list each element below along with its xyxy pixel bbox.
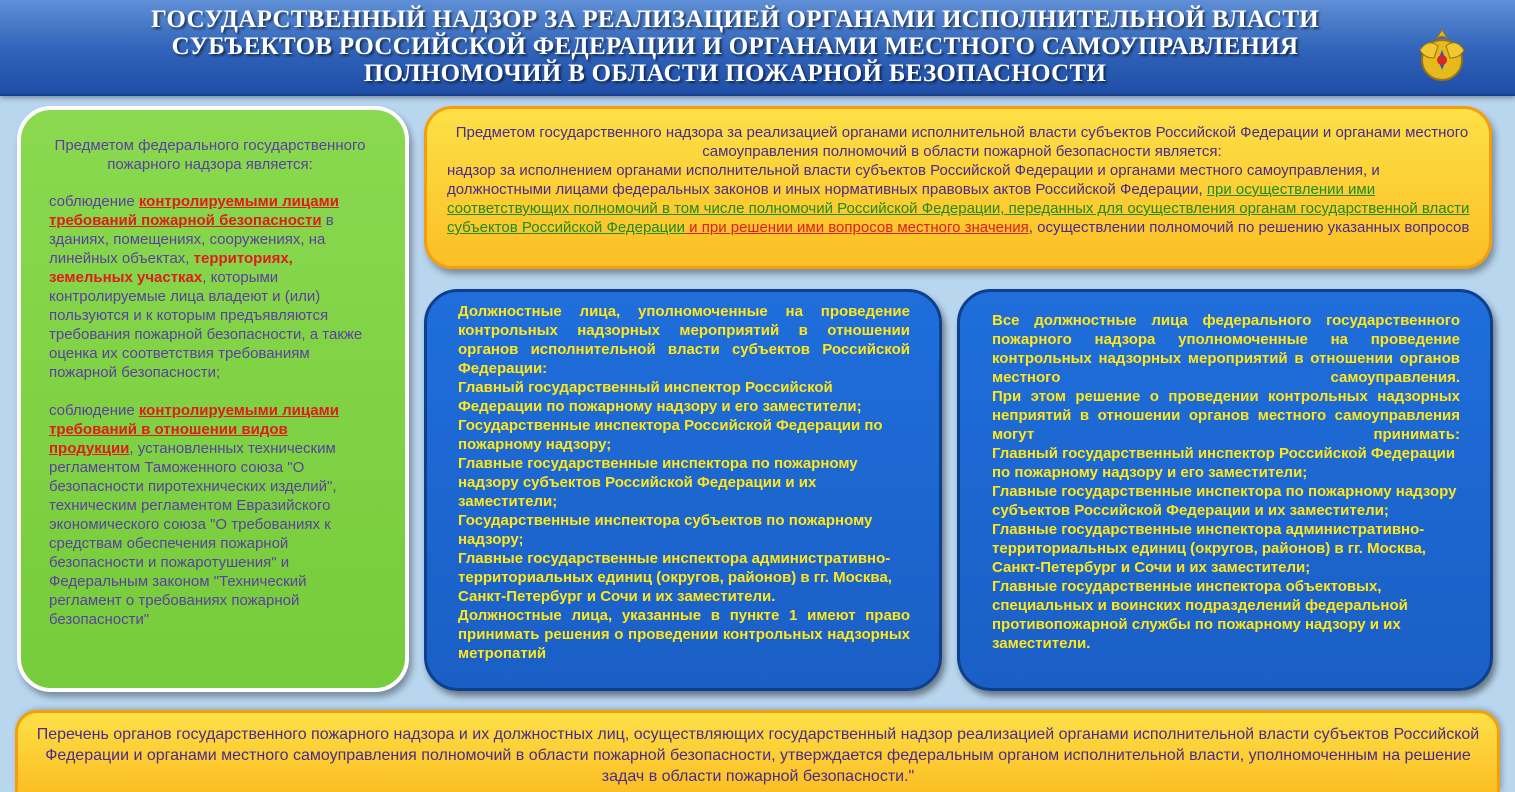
blue-mid-outro: Должностные лица, указанные в пункте 1 имеют право принимать решения о проведении контрольных надзорных метропатий [458,607,910,662]
yellow-top-body [447,162,1469,236]
title-line-1: ГОСУДАРСТВЕННЫЙ НАДЗОР ЗА РЕАЛИЗАЦИЕЙ ОРГАНАМИ ИСПОЛНИТЕЛЬНОЙ ВЛАСТИ [150,6,1320,33]
executive-officials-text [458,302,910,663]
body-end: , осуществлении полномочий по решению указанных вопросов [1028,219,1470,236]
p1-highlight-requirements: контролируемыми лицами требований пожарной безопасности [49,193,339,229]
body-red-highlight: и при решении ими вопросов местного значения [685,219,1029,236]
approval-note-panel [15,710,1500,792]
local-government-officials-panel [957,289,1493,691]
page-title [150,6,1320,87]
p1-middle: в зданиях, помещениях, сооружениях, на линейных объектах, [49,212,334,267]
blue-mid-item-3: Главные государственные инспектора по пожарному надзору субъектов Российской Федерации и их заместители; [458,455,858,510]
blue-mid-item-2: Государственные инспектора Российской Федерации по пожарному надзору; [458,417,883,453]
blue-right-item-3: Главные государственные инспектора административно-территориальных единиц (округов, районов) в гг. Москва, Санкт-Петербург и Сочи и их заместители; [992,521,1426,576]
state-supervision-subject-panel [424,106,1492,269]
mchs-emblem-icon [1414,24,1470,84]
green-paragraph-1 [49,192,371,382]
approval-note-text: Перечень органов государственного пожарного надзора и их должностных лиц, осуществляющих государственный надзор реализацией органами исполнительной власти субъектов Российской Федерации и органами местного самоуправления полномочий в области пожарной безопасности, утверждается федеральным органом исполнительной власти, уполномоченным на решение задач в области пожарной безопасности." [36,726,1480,785]
blue-right-item-2: Главные государственные инспектора по пожарному надзору субъектов Российской Федерации и их заместители; [992,483,1457,519]
body-start: надзор за исполнением органами исполнительной власти субъектов Российской Федерации и органами местного самоуправления, и должностными лицами федеральных законов и иных нормативных правовых актов Российской Федерации, [447,162,1380,198]
p2-prefix: соблюдение [49,402,139,419]
title-line-3: ПОЛНОМОЧИЙ В ОБЛАСТИ ПОЖАРНОЙ БЕЗОПАСНОСТИ [363,60,1107,87]
blue-mid-intro: Должностные лица, уполномоченные на проведение контрольных надзорных мероприятий в отношении органов исполнительной власти субъектов Российской Федерации: [458,303,910,377]
header-bar [0,0,1515,96]
green-panel-heading: Предметом федерального государственного пожарного надзора является: [54,137,366,173]
federal-supervision-subject-panel [17,106,409,692]
green-paragraph-2 [49,401,371,629]
title-line-2: СУБЪЕКТОВ РОССИЙСКОЙ ФЕДЕРАЦИИ И ОРГАНАМИ МЕСТНОГО САМОУПРАВЛЕНИЯ [171,33,1299,60]
federal-supervision-text [49,136,371,648]
p1-highlight-territories: территориях, земельных участках [49,250,293,286]
blue-mid-item-5: Главные государственные инспектора административно-территориальных единиц (округов, районов) в гг. Москва, Санкт-Петербург и Сочи и их заместители. [458,550,892,605]
blue-mid-item-4: Государственные инспектора субъектов по пожарному надзору; [458,512,873,548]
local-officials-text [992,311,1460,653]
blue-right-item-4: Главные государственные инспектора объектовых, специальных и воинских подразделений федеральной противопожарной службы по пожарному надзору и их заместители. [992,578,1408,652]
blue-right-intro-2: При этом решение о проведении контрольных надзорных неприятий в отношении органов местного самоуправления могут принимать: [992,388,1460,443]
yellow-top-heading: Предметом государственного надзора за реализацией органами исполнительной власти субъектов Российской Федерации и органами местного самоуправления полномочий в области пожарной безопасности является: [455,124,1469,160]
blue-mid-item-1: Главный государственный инспектор Российской Федерации по пожарному надзору и его заместители; [458,379,862,415]
p1-prefix: соблюдение [49,193,139,210]
p2-highlight-products: контролируемыми лицами требований в отношении видов продукции [49,402,339,457]
body-green-highlight: при осуществлении ими соответствующих полномочий в том числе полномочий Российской Федерации, переданных для осуществления органам государственной власти субъектов Российской Федерации [447,181,1470,236]
p1-suffix: , которыми контролируемые лица владеют и (или) пользуются и к которым предъявляются требования пожарной безопасности, а также оценка их соответствия требованиям пожарной безопасности; [49,269,363,381]
blue-right-intro: Все должностные лица федерального государственного пожарного надзора уполномоченные на проведение контрольных надзорных мероприятий в отношении органов местного самоуправления. [992,312,1460,386]
state-supervision-text [447,123,1477,237]
p2-suffix: , установленных техническим регламентом Таможенного союза "О безопасности пиротехнических изделий", техническим регламентом Евразийского экономического союза "О требованиях к средствам обеспечения пожарной безопасности и пожаротушения" и Федеральным законом "Технический регламент о требованиях пожарной безопасности" [49,440,337,628]
executive-authorities-officials-panel [424,289,942,691]
blue-right-item-1: Главный государственный инспектор Российской Федерации по пожарному надзору и его заместители; [992,445,1456,481]
